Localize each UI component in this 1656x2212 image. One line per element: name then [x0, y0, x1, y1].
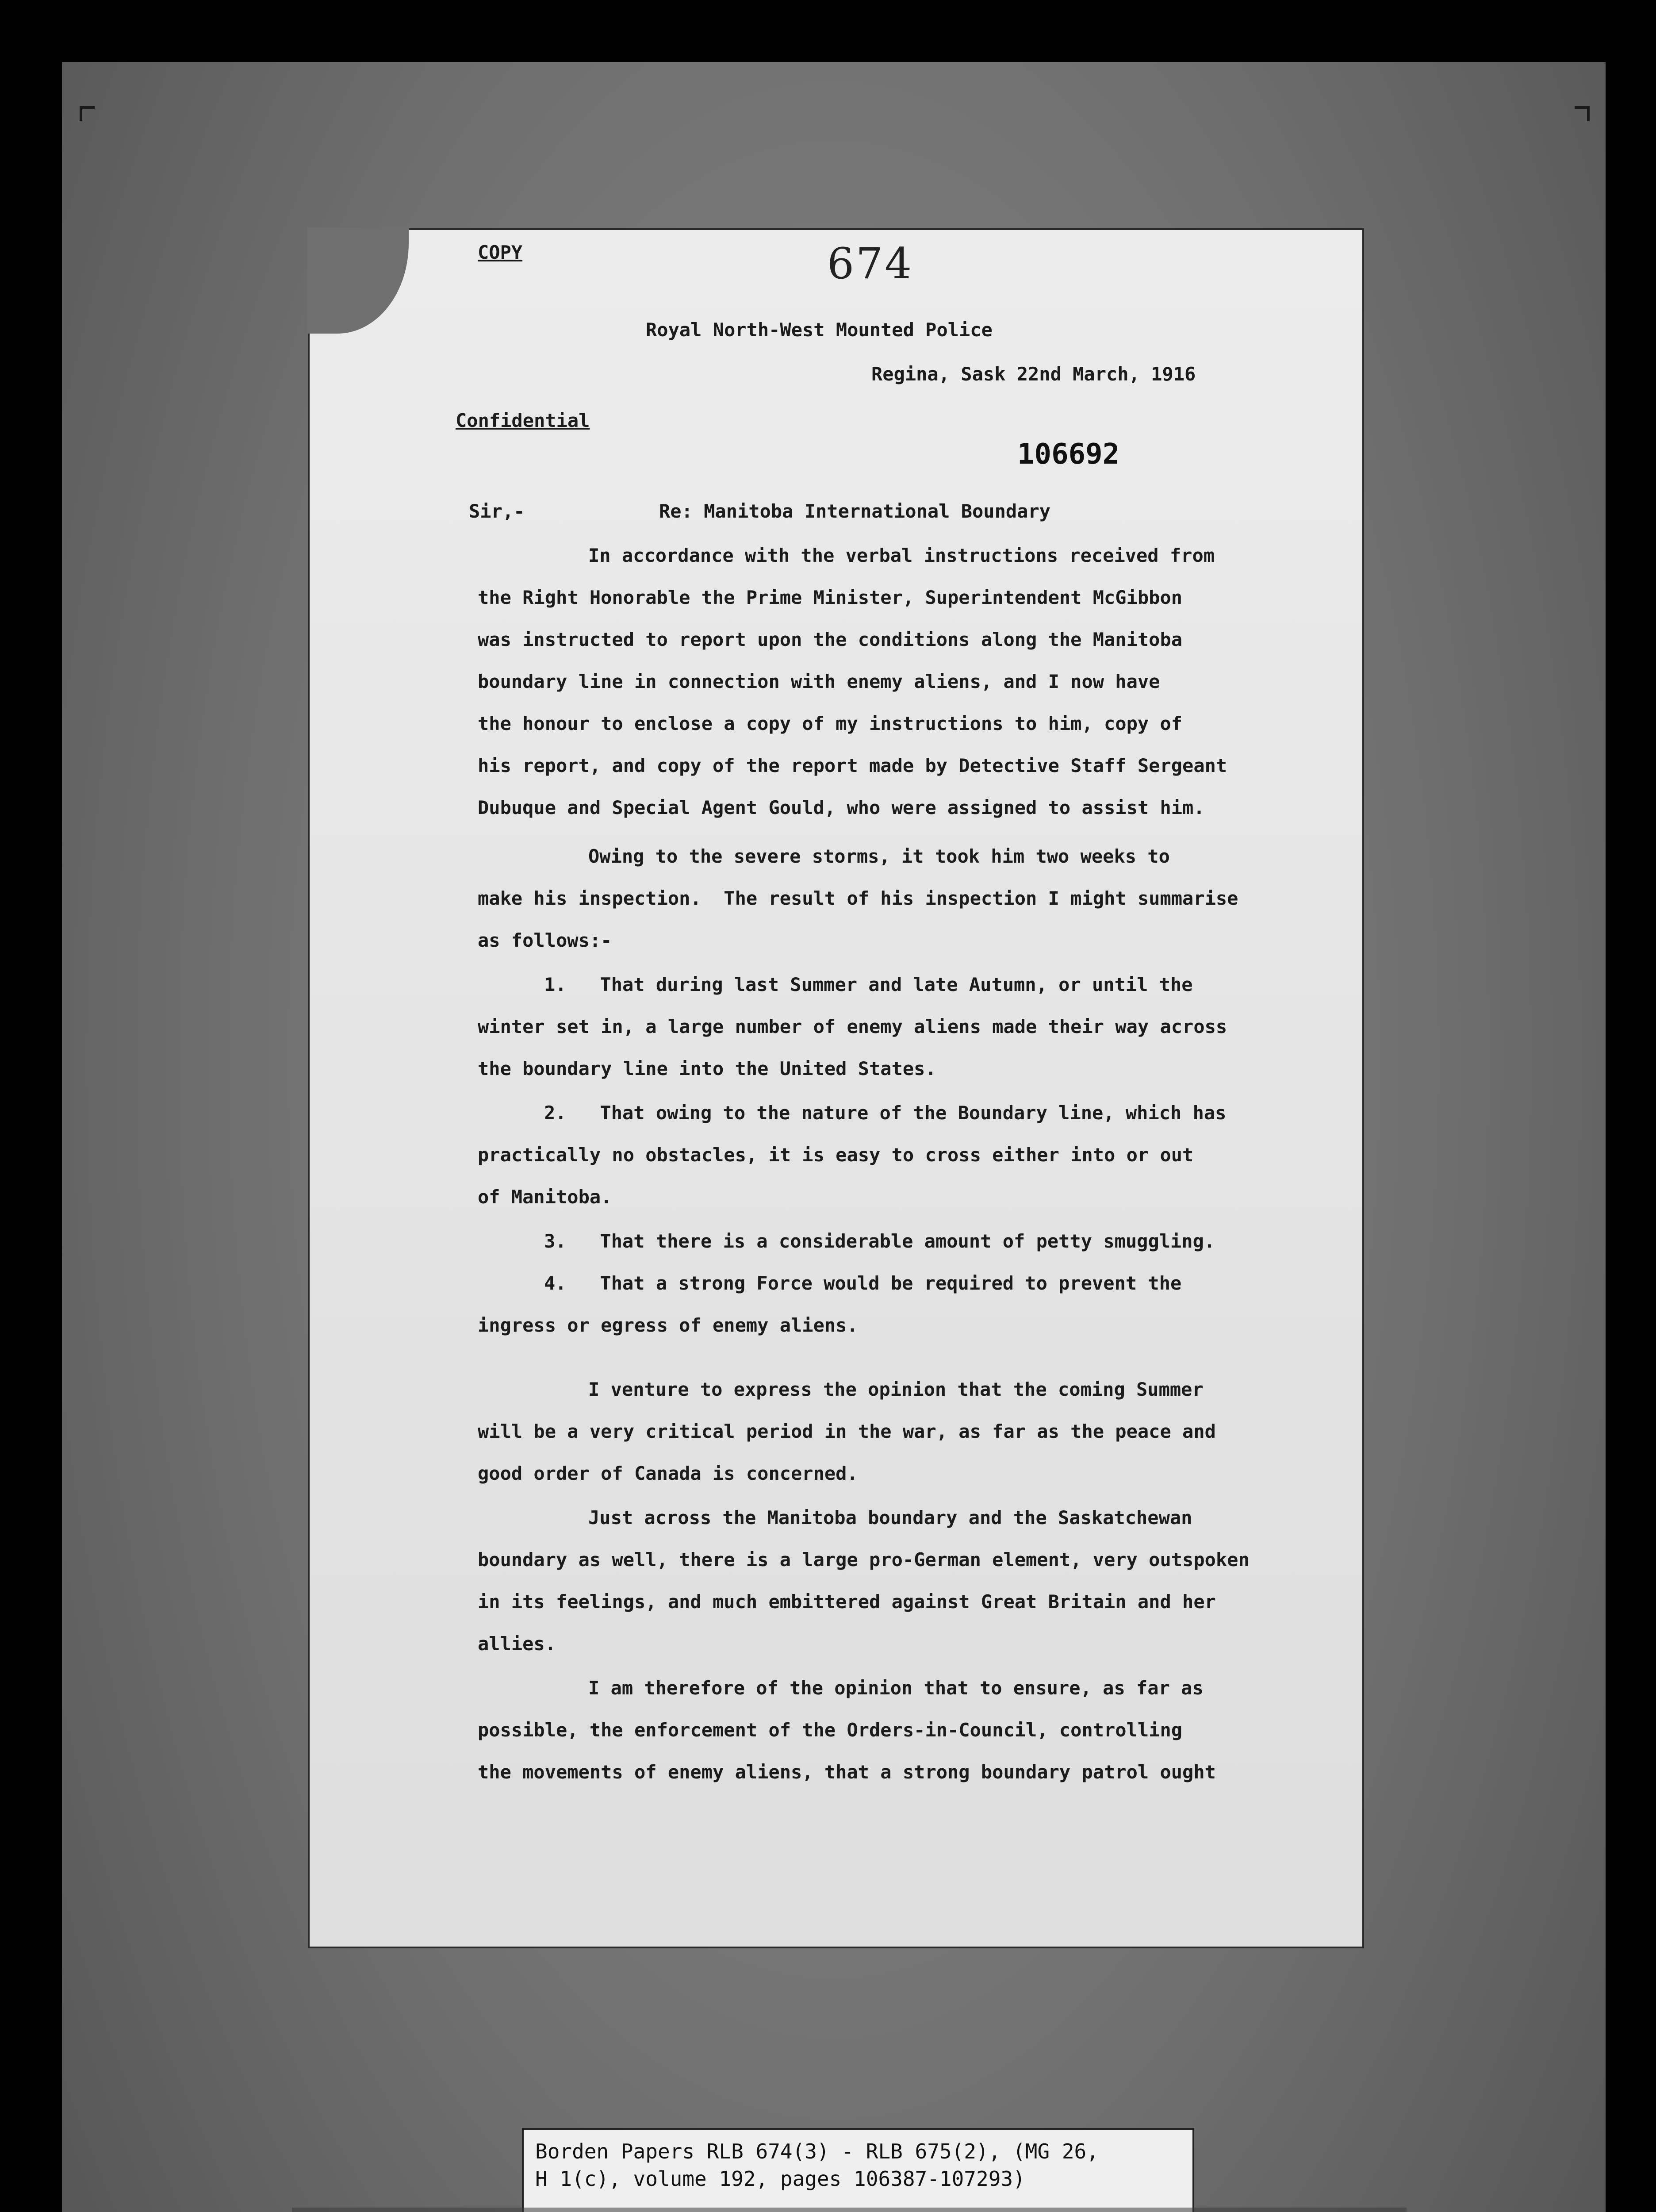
body-line: 4. That a strong Force would be required to prevent the — [544, 1272, 1182, 1294]
body-line: winter set in, a large number of enemy aliens made their way across — [478, 1016, 1227, 1037]
subject-line: Re: Manitoba International Boundary — [659, 500, 1051, 522]
body-line: as follows:- — [478, 929, 612, 951]
body-line: 1. That during last Summer and late Autumn, or until the — [544, 974, 1193, 995]
body-line: make his inspection. The result of his inspection I might summarise — [478, 887, 1238, 909]
body-line: I am therefore of the opinion that to ensure, as far as — [588, 1677, 1204, 1699]
body-line: 3. That there is a considerable amount of petty smuggling. — [544, 1230, 1215, 1252]
body-line: will be a very critical period in the war, as far as the peace and — [478, 1421, 1216, 1442]
copy-label: COPY — [478, 242, 523, 263]
body-line: Dubuque and Special Agent Gould, who were assigned to assist him. — [478, 797, 1205, 818]
file-number-stamp: 106692 — [1017, 438, 1120, 471]
body-line: of Manitoba. — [478, 1186, 612, 1208]
body-line: Just across the Manitoba boundary and the Saskatchewan — [588, 1507, 1192, 1528]
body-line: the boundary line into the United States. — [478, 1058, 936, 1079]
body-line: Owing to the severe storms, it took him two weeks to — [588, 845, 1170, 867]
torn-corner — [307, 227, 409, 334]
body-line: the movements of enemy aliens, that a strong boundary patrol ought — [478, 1761, 1216, 1783]
body-line: in its feelings, and much embittered against Great Britain and her — [478, 1591, 1216, 1613]
tape-strip — [292, 2208, 1407, 2212]
body-line: boundary as well, there is a large pro-German element, very outspoken — [478, 1549, 1250, 1571]
body-line: allies. — [478, 1633, 556, 1655]
body-line: I venture to express the opinion that the coming Summer — [588, 1379, 1204, 1400]
citation-label — [522, 2128, 1194, 2212]
corner-mark-top-right — [1575, 106, 1590, 121]
body-line: was instructed to report upon the conditions along the Manitoba — [478, 629, 1183, 650]
body-line: ingress or egress of enemy aliens. — [478, 1314, 858, 1336]
body-line: the honour to enclose a copy of my instructions to him, copy of — [478, 713, 1183, 734]
body-line: his report, and copy of the report made by Detective Staff Sergeant — [478, 755, 1227, 776]
letterhead: Royal North-West Mounted Police — [646, 319, 993, 341]
salutation: Sir,- — [469, 500, 525, 522]
body-line: 2. That owing to the nature of the Boundary line, which has — [544, 1102, 1227, 1124]
body-line: boundary line in connection with enemy aliens, and I now have — [478, 671, 1160, 692]
place-date: Regina, Sask 22nd March, 1916 — [871, 363, 1196, 385]
citation-line-2: H 1(c), volume 192, pages 106387-107293) — [535, 2167, 1025, 2191]
body-line: practically no obstacles, it is easy to cross either into or out — [478, 1144, 1194, 1166]
body-line: In accordance with the verbal instructions received from — [588, 545, 1215, 566]
citation-line-1: Borden Papers RLB 674(3) - RLB 675(2), (MG 26, — [535, 2139, 1099, 2163]
body-line: possible, the enforcement of the Orders-in-Council, controlling — [478, 1719, 1183, 1741]
typed-letter-page — [310, 230, 1362, 1947]
corner-mark-top-left — [80, 106, 95, 121]
body-line: good order of Canada is concerned. — [478, 1463, 858, 1484]
classification: Confidential — [456, 410, 590, 431]
handwritten-page-number: 674 — [827, 239, 914, 288]
body-line: the Right Honorable the Prime Minister, Superintendent McGibbon — [478, 587, 1183, 608]
